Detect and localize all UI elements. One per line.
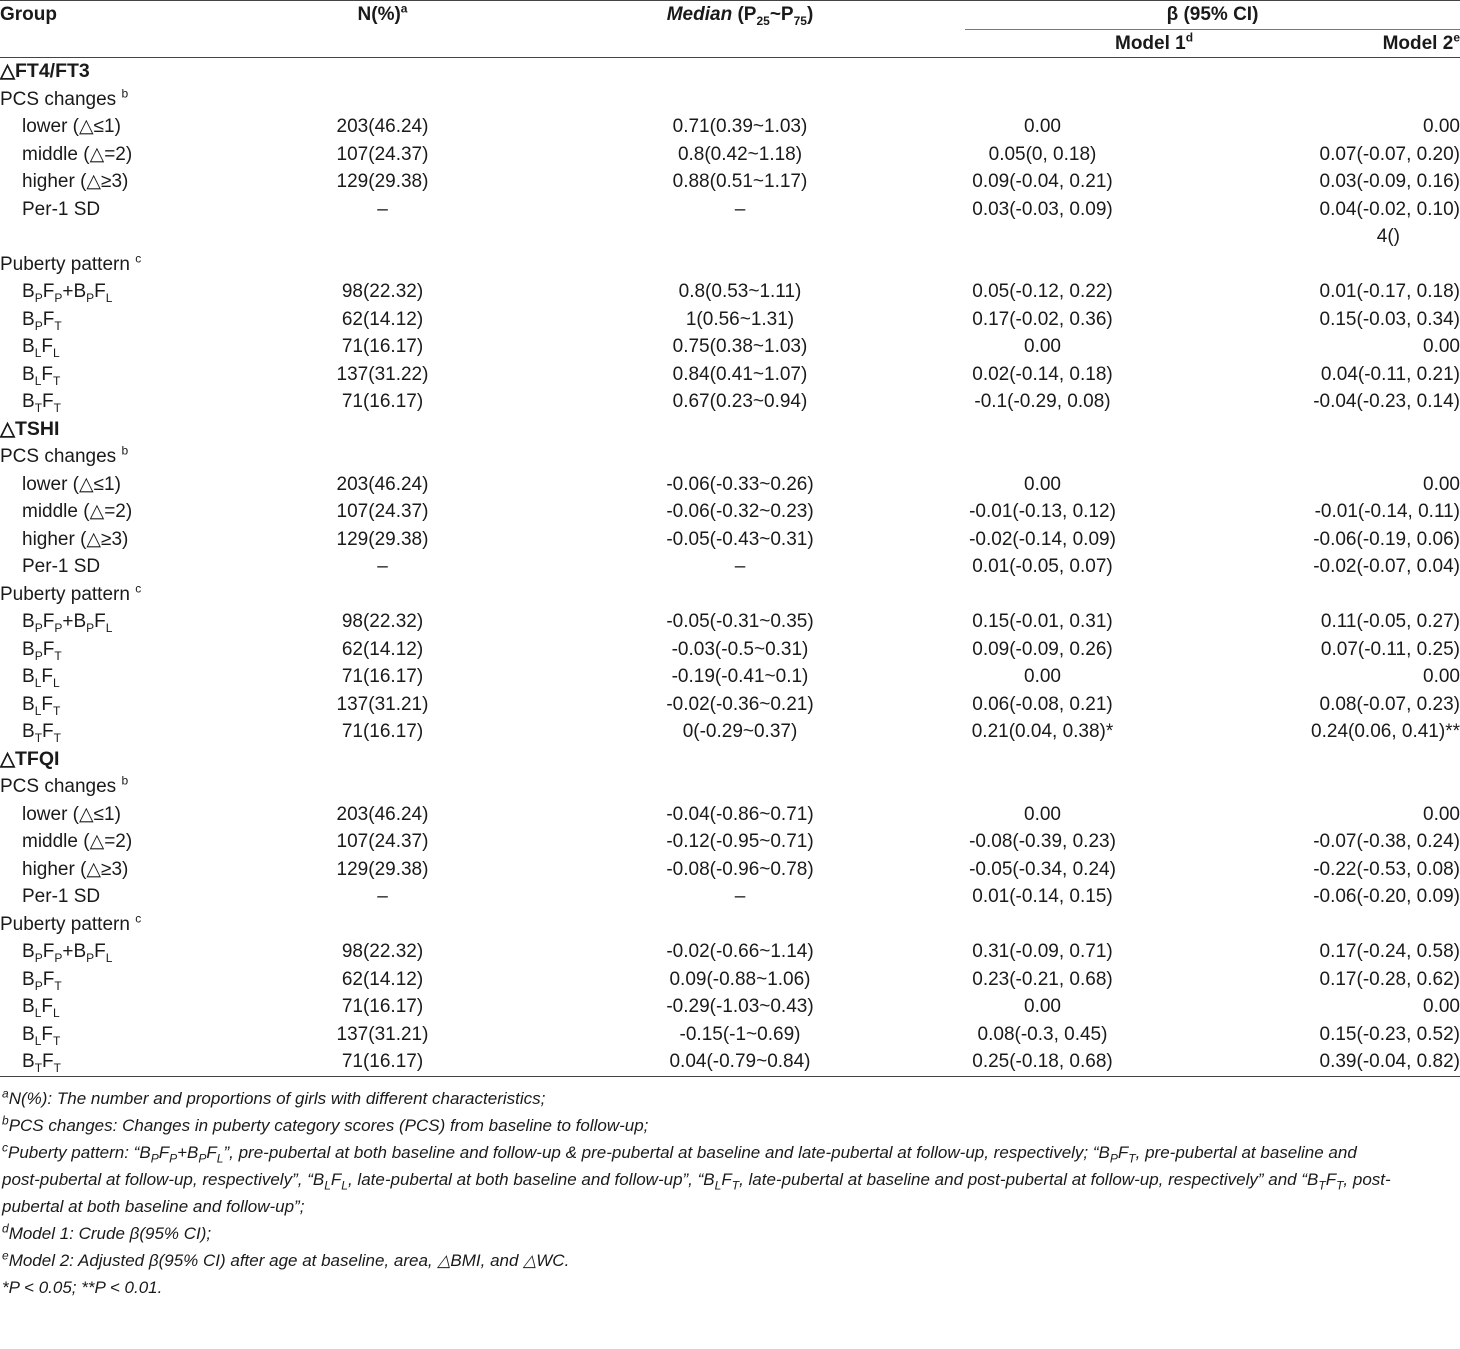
model1-cell: 0.00 <box>1024 473 1061 495</box>
table-row <box>0 388 1460 416</box>
table-row <box>0 141 1460 169</box>
model2-cell: 0.11(-0.05, 0.27) <box>1320 611 1460 632</box>
model2-cell: -0.07(-0.38, 0.24) <box>1313 831 1460 852</box>
model1-header: Model 1$^d$ <box>1115 30 1194 54</box>
model2-cell: 0.01(-0.17, 0.18) <box>1319 281 1460 302</box>
row-label: $B_PF_T$ <box>22 308 62 333</box>
median-cell: 0.71(0.39~1.03) <box>672 116 808 137</box>
median-cell: -0.19(-0.41~0.1) <box>671 666 809 687</box>
model1-cell: 0.01(-0.14, 0.15) <box>972 886 1113 907</box>
table-row <box>0 608 1460 636</box>
model1-cell: 0.09(-0.04, 0.21) <box>972 171 1113 192</box>
row-label: Per-1 SD <box>22 198 101 220</box>
row-label: Per-1 SD <box>22 556 101 577</box>
table-row <box>0 993 1460 1021</box>
row-label: $B_TF_T$ <box>22 1051 61 1075</box>
median-cell: 0.8(0.42~1.18) <box>677 143 803 165</box>
puberty-label: Puberty pattern $^c$ <box>0 911 142 935</box>
n-cell: 71(16.17) <box>341 391 424 412</box>
table-row <box>0 498 1460 526</box>
model1-cell: 0.03(-0.03, 0.09) <box>972 198 1113 220</box>
median-cell: -0.03(-0.5~0.31) <box>671 638 809 660</box>
model1-cell: 0.00 <box>1024 996 1061 1017</box>
median-cell: -0.29(-1.03~0.43) <box>666 996 814 1017</box>
row-label: $B_PF_T$ <box>22 638 62 663</box>
median-cell: 0(-0.29~0.37) <box>682 721 798 742</box>
n-cell: – <box>377 198 388 220</box>
model2-cell: 0.00 <box>1423 336 1460 357</box>
model2-cell: 0.00 <box>1423 666 1460 687</box>
model2-cell: 0.08(-0.07, 0.23) <box>1319 693 1460 715</box>
model1-cell: 0.31(-0.09, 0.71) <box>972 941 1113 962</box>
n-cell: 98(22.32) <box>341 941 424 962</box>
model1-cell: 0.09(-0.09, 0.26) <box>972 638 1113 660</box>
n-cell: 129(29.38) <box>336 171 429 192</box>
model2-cell: -0.06(-0.20, 0.09) <box>1313 886 1460 907</box>
footnote-a: $^a$N(%): The number and proportions of girls with different characteristics; <box>2 1085 546 1108</box>
section-header-row <box>0 58 1460 86</box>
pcs-label: PCS changes $^b$ <box>0 86 129 110</box>
median-cell: – <box>734 886 746 907</box>
table-row <box>0 636 1460 664</box>
n-cell: 137(31.22) <box>336 363 429 385</box>
n-cell: 137(31.21) <box>336 1023 429 1045</box>
n-cell: 107(24.37) <box>336 501 429 522</box>
row-label: $B_TF_T$ <box>22 391 61 415</box>
median-cell: 0.88(0.51~1.17) <box>672 171 808 192</box>
table-row <box>0 113 1460 141</box>
row-label: lower (△≤1) <box>22 116 121 137</box>
row-label: middle (△=2) <box>22 831 133 852</box>
model1-cell: -0.1(-0.29, 0.08) <box>974 391 1111 412</box>
model2-cell: 0.15(-0.03, 0.34) <box>1319 308 1460 330</box>
n-cell: 71(16.17) <box>341 666 424 687</box>
row-label: $B_PF_P+B_PF_L$ <box>22 611 113 635</box>
n-cell: 137(31.21) <box>336 693 429 715</box>
table-row <box>0 856 1460 884</box>
table-row <box>0 966 1460 994</box>
n-cell: 62(14.12) <box>341 638 424 660</box>
extra-cell: 4() <box>1376 226 1400 247</box>
table-row-extra <box>0 223 1460 251</box>
row-label: $B_LF_L$ <box>22 336 60 360</box>
section-header-row <box>0 746 1460 774</box>
table-row <box>0 553 1460 581</box>
table-row <box>0 471 1460 499</box>
footnotes <box>0 1077 1460 1301</box>
model1-cell: 0.05(0, 0.18) <box>988 143 1097 165</box>
row-label: middle (△=2) <box>22 501 133 522</box>
row-label: $B_LF_L$ <box>22 996 60 1020</box>
model2-cell: 0.04(-0.11, 0.21) <box>1320 363 1460 385</box>
subgroup-row <box>0 86 1460 114</box>
median-cell: 0.67(0.23~0.94) <box>672 391 808 412</box>
row-label: higher (△≥3) <box>22 858 129 880</box>
n-cell: 71(16.17) <box>341 721 424 742</box>
row-label: $B_LF_T$ <box>22 363 61 388</box>
section-title: △FT4/FT3 <box>0 60 90 82</box>
n-cell: 98(22.32) <box>341 611 424 632</box>
table-body <box>0 58 1460 1077</box>
pcs-label: PCS changes $^b$ <box>0 773 129 797</box>
model1-cell: -0.01(-0.13, 0.12) <box>969 501 1116 522</box>
n-header: N(%)$^a$ <box>357 1 408 25</box>
model2-cell: 0.07(-0.11, 0.25) <box>1320 638 1460 660</box>
model1-cell: 0.05(-0.12, 0.22) <box>972 281 1113 302</box>
model1-cell: 0.00 <box>1024 116 1061 137</box>
subgroup-row <box>0 773 1460 801</box>
section-title: △TFQI <box>0 747 60 770</box>
row-label: $B_TF_T$ <box>22 721 61 745</box>
table-row <box>0 196 1460 224</box>
puberty-label: Puberty pattern $^c$ <box>0 251 142 275</box>
subgroup-row <box>0 581 1460 609</box>
model1-cell: 0.15(-0.01, 0.31) <box>972 611 1113 632</box>
model2-cell: 0.00 <box>1423 473 1460 495</box>
model2-cell: 0.03(-0.09, 0.16) <box>1319 171 1460 192</box>
n-cell: – <box>377 886 388 907</box>
puberty-label: Puberty pattern $^c$ <box>0 581 142 605</box>
model1-cell: 0.23(-0.21, 0.68) <box>972 968 1113 990</box>
model2-cell: 0.04(-0.02, 0.10) <box>1319 198 1460 220</box>
footnote-e: $^e$Model 2: Adjusted β(95% CI) after age at baseline, area, △BMI, and △WC. <box>2 1247 570 1270</box>
table-row <box>0 168 1460 196</box>
row-label: $B_LF_T$ <box>22 693 61 718</box>
median-cell: 0.8(0.53~1.11) <box>678 281 802 302</box>
row-label: Per-1 SD <box>22 886 101 907</box>
median-cell: 0.75(0.38~1.03) <box>672 336 808 357</box>
model1-cell: -0.08(-0.39, 0.23) <box>969 831 1116 852</box>
median-header: Median $(P_{25}\sim P_{75})$ <box>666 4 814 28</box>
table-row <box>0 691 1460 719</box>
footnote-c: $^c$Puberty pattern: “$B_PF_P+B_PF_L$”, pre-pubertal at both baseline and follow-up & pre-pubertal at baseline and late-pubertal at follow-up, respectively; “$B_PF_T$, pre-pubertal at baseline and <box>2 1139 1357 1165</box>
median-cell: 0.84(0.41~1.07) <box>672 363 808 385</box>
model1-cell: 0.00 <box>1024 336 1061 357</box>
model1-cell: 0.01(-0.05, 0.07) <box>972 556 1113 577</box>
footnote-d: $^d$Model 1: Crude β(95% CI); <box>2 1220 212 1243</box>
median-cell: -0.02(-0.36~0.21) <box>666 693 814 715</box>
section-title: △TSHI <box>0 417 60 440</box>
row-label: $B_LF_T$ <box>22 1023 61 1048</box>
median-cell: -0.12(-0.95~0.71) <box>666 831 814 852</box>
median-cell: – <box>734 198 746 220</box>
n-cell: 98(22.32) <box>341 281 424 302</box>
n-cell: 203(46.24) <box>336 803 429 825</box>
n-cell: 71(16.17) <box>341 336 424 357</box>
model1-cell: 0.08(-0.3, 0.45) <box>977 1023 1108 1045</box>
model1-cell: 0.00 <box>1024 803 1061 825</box>
model2-cell: 0.17(-0.24, 0.58) <box>1319 941 1460 962</box>
median-cell: – <box>734 556 746 577</box>
median-cell: 0.09(-0.88~1.06) <box>669 968 811 990</box>
subgroup-row <box>0 443 1460 471</box>
header-row-1 <box>0 1 1460 30</box>
n-cell: 203(46.24) <box>336 116 429 137</box>
median-cell: -0.04(-0.86~0.71) <box>666 803 814 825</box>
row-label: $B_LF_L$ <box>22 666 60 690</box>
model1-cell: 0.00 <box>1024 666 1061 687</box>
model2-cell: -0.02(-0.07, 0.04) <box>1313 556 1460 577</box>
table-row <box>0 828 1460 856</box>
median-cell: -0.05(-0.31~0.35) <box>666 611 814 632</box>
beta-header: β (95% CI) <box>965 1 1460 30</box>
model2-cell: 0.39(-0.04, 0.82) <box>1319 1051 1460 1072</box>
footnote-p: *P < 0.05; **P < 0.01. <box>2 1277 163 1297</box>
model1-cell: 0.17(-0.02, 0.36) <box>972 308 1113 330</box>
median-cell: -0.15(-1~0.69) <box>679 1023 801 1045</box>
table-row <box>0 718 1460 746</box>
table-row <box>0 526 1460 554</box>
table-row <box>0 883 1460 911</box>
model1-cell: -0.05(-0.34, 0.24) <box>969 858 1116 880</box>
table-row <box>0 938 1460 966</box>
median-cell: -0.08(-0.96~0.78) <box>666 858 814 880</box>
n-cell: 107(24.37) <box>336 831 429 852</box>
row-label: lower (△≤1) <box>22 473 121 495</box>
median-cell: 1(0.56~1.31) <box>685 308 795 330</box>
n-cell: 107(24.37) <box>336 143 429 165</box>
footnote-b: $^b$PCS changes: Changes in puberty category scores (PCS) from baseline to follow-up; <box>2 1112 649 1135</box>
footnote-c-end: pubertal at both baseline and follow-up”; <box>2 1196 305 1216</box>
table-row <box>0 278 1460 306</box>
n-cell: 71(16.17) <box>341 996 424 1017</box>
footnote-c-cont: post-pubertal at follow-up, respectively”, “$B_LF_L$, late-pubertal at both baseline and follow-up”, “$B_LF_T$, late-pubertal at baseline and post-pubertal at follow-up, respectively” and “$B_TF_T$, post- <box>2 1169 1391 1192</box>
model2-cell: 0.17(-0.28, 0.62) <box>1319 968 1460 990</box>
model1-cell: 0.21(0.04, 0.38)* <box>971 721 1114 742</box>
n-cell: 203(46.24) <box>336 473 429 495</box>
row-label: middle (△=2) <box>22 143 133 165</box>
n-cell: 129(29.38) <box>336 858 429 880</box>
table-row <box>0 1048 1460 1076</box>
table-row <box>0 663 1460 691</box>
median-cell: -0.06(-0.33~0.26) <box>666 473 814 495</box>
model2-cell: 0.07(-0.07, 0.20) <box>1319 143 1460 165</box>
n-cell: 62(14.12) <box>341 308 424 330</box>
row-label: $B_PF_T$ <box>22 968 62 993</box>
subgroup-row <box>0 911 1460 939</box>
row-label: higher (△≥3) <box>22 528 129 550</box>
model2-cell: 0.00 <box>1423 116 1460 137</box>
row-label: $B_PF_P+B_PF_L$ <box>22 941 113 965</box>
table-row <box>0 361 1460 389</box>
model2-cell: 0.00 <box>1423 996 1460 1017</box>
model1-cell: -0.02(-0.14, 0.09) <box>969 528 1116 550</box>
table-row <box>0 306 1460 334</box>
median-cell: -0.02(-0.66~1.14) <box>666 941 814 962</box>
table-row <box>0 801 1460 829</box>
table-row <box>0 333 1460 361</box>
model2-cell: 0.00 <box>1423 803 1460 825</box>
row-label: higher (△≥3) <box>22 171 129 192</box>
n-cell: – <box>377 556 388 577</box>
model2-cell: -0.04(-0.23, 0.14) <box>1313 391 1460 412</box>
n-cell: 62(14.12) <box>341 968 424 990</box>
model2-cell: 0.24(0.06, 0.41)** <box>1311 721 1460 742</box>
n-cell: 129(29.38) <box>336 528 429 550</box>
n-cell: 71(16.17) <box>341 1051 424 1072</box>
row-label: lower (△≤1) <box>22 803 121 825</box>
median-cell: -0.06(-0.32~0.23) <box>666 501 814 522</box>
model2-cell: -0.06(-0.19, 0.06) <box>1313 528 1460 550</box>
model2-cell: -0.22(-0.53, 0.08) <box>1313 858 1460 880</box>
model1-cell: 0.02(-0.14, 0.18) <box>972 363 1113 385</box>
row-label: $B_PF_P+B_PF_L$ <box>22 281 113 305</box>
subgroup-row <box>0 251 1460 279</box>
header-row-2 <box>0 29 1460 58</box>
model1-cell: 0.06(-0.08, 0.21) <box>972 693 1113 715</box>
model2-header: Model 2e <box>1382 30 1460 54</box>
median-cell: 0.04(-0.79~0.84) <box>669 1051 811 1072</box>
model2-cell: 0.15(-0.23, 0.52) <box>1319 1023 1460 1045</box>
model1-cell: 0.25(-0.18, 0.68) <box>972 1051 1113 1072</box>
group-header: Group <box>0 4 57 25</box>
table-row <box>0 1021 1460 1049</box>
median-cell: -0.05(-0.43~0.31) <box>666 528 814 550</box>
pcs-label: PCS changes $^b$ <box>0 443 129 467</box>
model2-cell: -0.01(-0.14, 0.11) <box>1314 501 1460 522</box>
section-header-row <box>0 416 1460 444</box>
